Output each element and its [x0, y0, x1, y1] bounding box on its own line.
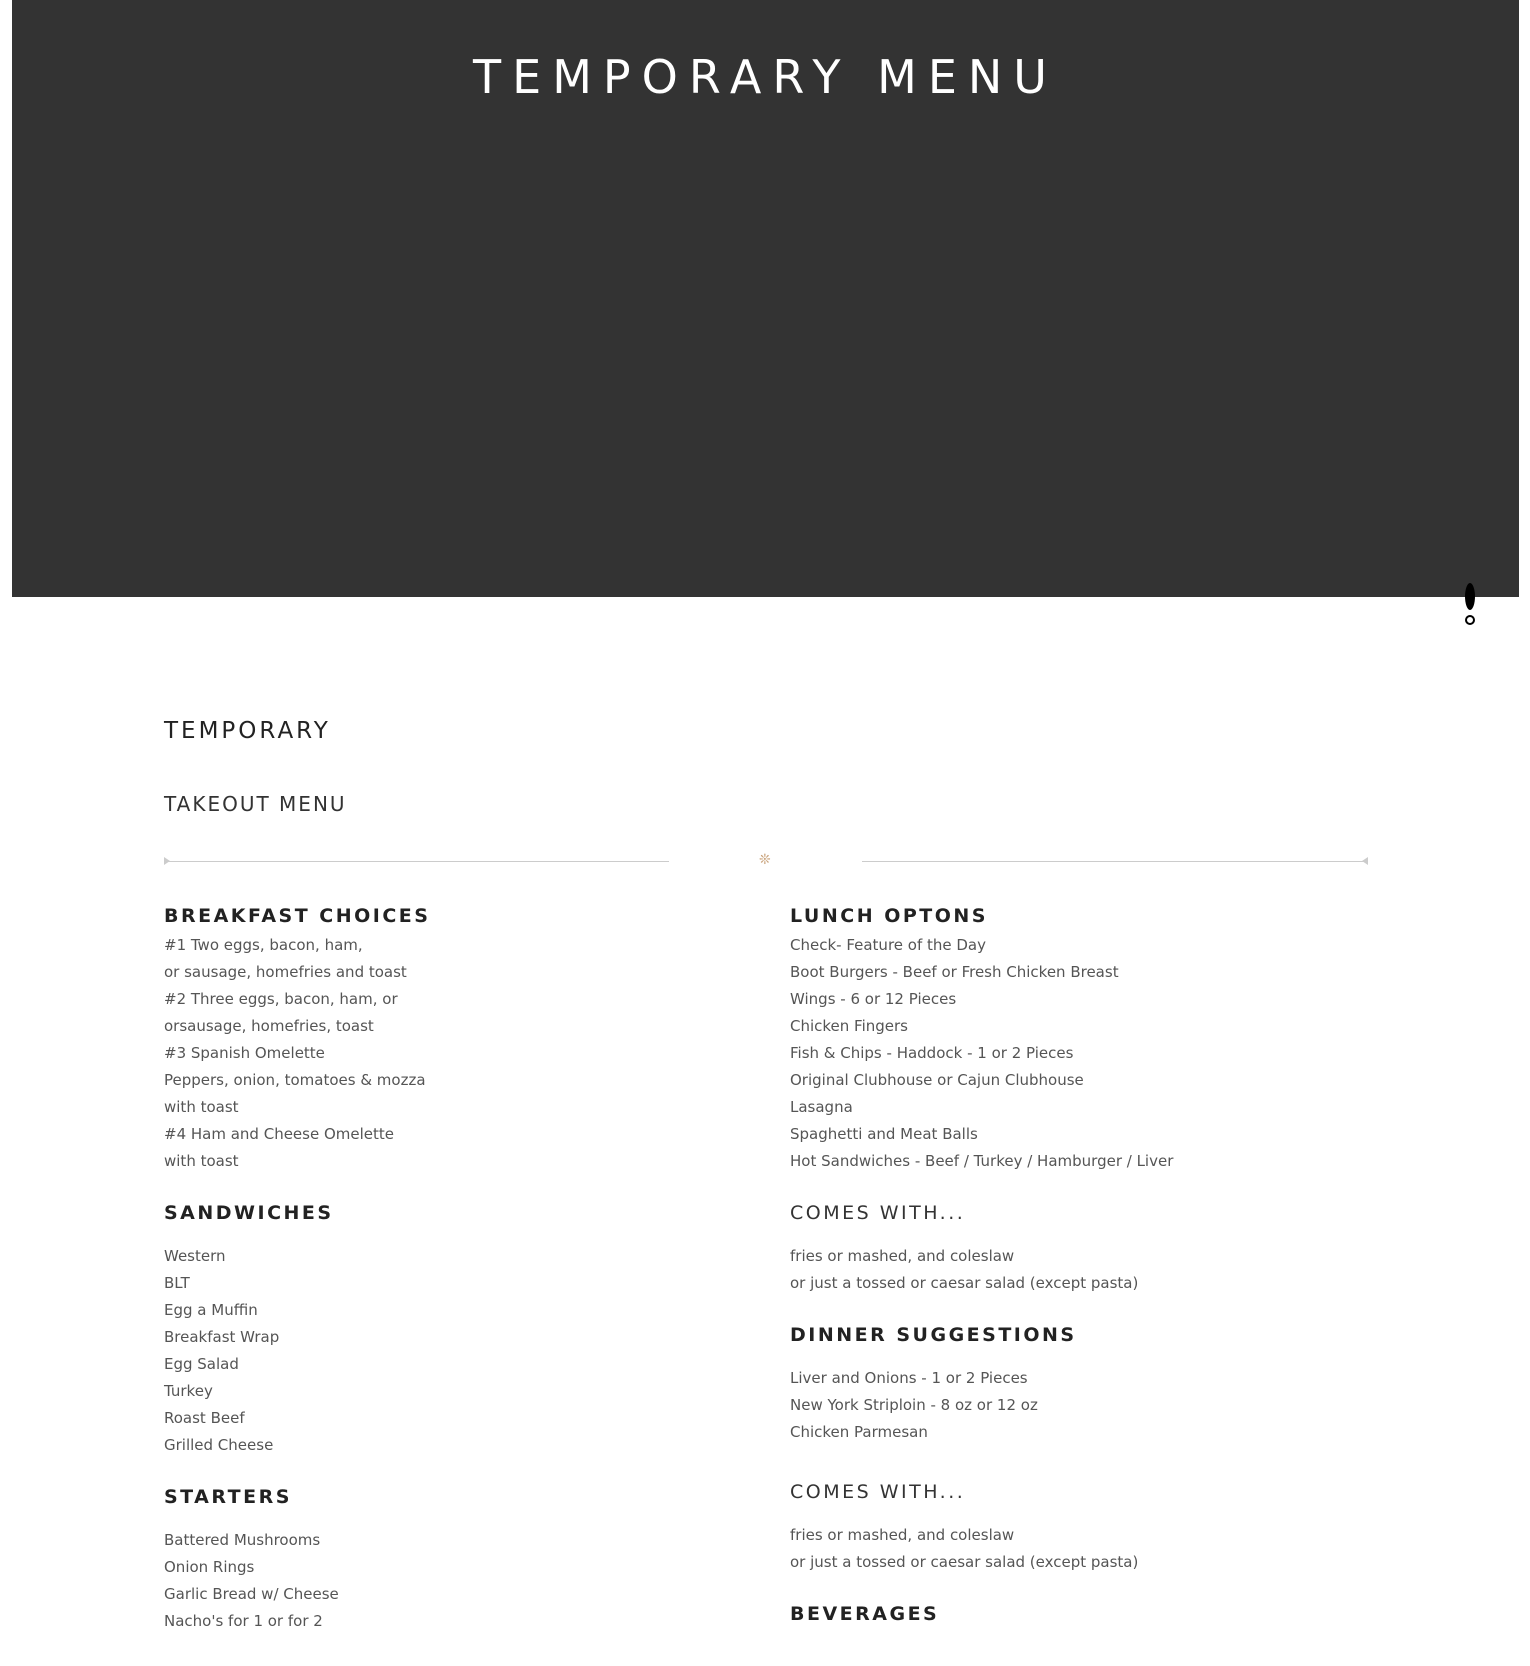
- divider-star-icon: ❊: [759, 852, 771, 868]
- menu-item: #4 Ham and Cheese Omelette: [164, 1125, 395, 1143]
- page-subtitle: TAKEOUT MENU: [164, 792, 347, 816]
- divider-left-line: [166, 861, 669, 862]
- breakfast-list: [164, 932, 724, 1175]
- menu-item: Roast Beef: [164, 1409, 245, 1427]
- dinner-list: [790, 1365, 1350, 1446]
- menu-item: Western: [164, 1247, 226, 1265]
- alert-icon-drop: [1465, 583, 1475, 610]
- menu-item: with toast: [164, 1152, 239, 1170]
- lunch-list: [790, 932, 1350, 1175]
- menu-item: Fish & Chips - Haddock - 1 or 2 Pieces: [790, 1044, 1074, 1062]
- menu-item: Chicken Fingers: [790, 1017, 908, 1035]
- menu-item: or just a tossed or caesar salad (except pasta): [790, 1553, 1139, 1571]
- menu-item: Lasagna: [790, 1098, 853, 1116]
- menu-item: fries or mashed, and coleslaw: [790, 1526, 1015, 1544]
- menu-item: Wings - 6 or 12 Pieces: [790, 990, 957, 1008]
- menu-item: Hot Sandwiches - Beef / Turkey / Hamburger / Liver: [790, 1152, 1174, 1170]
- menu-left-column: [164, 900, 724, 1635]
- menu-item: Liver and Onions - 1 or 2 Pieces: [790, 1369, 1028, 1387]
- sandwiches-list: [164, 1243, 724, 1459]
- menu-right-column: [790, 900, 1350, 1630]
- sandwiches-section: [164, 1197, 724, 1459]
- menu-item: #1 Two eggs, bacon, ham,: [164, 936, 363, 954]
- beverages-section: [790, 1598, 1350, 1630]
- menu-item: orsausage, homefries, toast: [164, 1017, 374, 1035]
- menu-item: New York Striploin - 8 oz or 12 oz: [790, 1396, 1038, 1414]
- divider-right-cap: [1362, 857, 1368, 865]
- menu-item: or just a tossed or caesar salad (except pasta): [790, 1274, 1139, 1292]
- dinner-comes-with-title: COMES WITH...: [790, 1481, 966, 1503]
- alert-icon[interactable]: [1464, 583, 1476, 627]
- menu-item: Garlic Bread w/ Cheese: [164, 1585, 339, 1603]
- menu-item: Spaghetti and Meat Balls: [790, 1125, 978, 1143]
- divider-right-line: [862, 861, 1365, 862]
- dinner-comes-with-list: [790, 1522, 1350, 1576]
- dinner-section: [790, 1319, 1350, 1446]
- beverages-title: BEVERAGES: [790, 1603, 940, 1625]
- hero-banner: [12, 0, 1519, 597]
- hero-title: TEMPORARY MENU: [473, 50, 1058, 104]
- menu-item: Nacho's for 1 or for 2: [164, 1612, 323, 1630]
- breakfast-title: BREAKFAST CHOICES: [164, 905, 431, 927]
- starters-list: [164, 1527, 724, 1635]
- menu-item: Turkey: [164, 1382, 213, 1400]
- menu-item: Peppers, onion, tomatoes & mozza: [164, 1071, 426, 1089]
- alert-icon-dot: [1465, 615, 1475, 625]
- lunch-comes-with-title: COMES WITH...: [790, 1202, 966, 1224]
- menu-item: Battered Mushrooms: [164, 1531, 321, 1549]
- menu-item: Check- Feature of the Day: [790, 936, 987, 954]
- dinner-comes-with-section: [790, 1476, 1350, 1576]
- menu-item: Breakfast Wrap: [164, 1328, 280, 1346]
- lunch-title: LUNCH OPTONS: [790, 905, 988, 927]
- menu-item: #3 Spanish Omelette: [164, 1044, 325, 1062]
- sandwiches-title: SANDWICHES: [164, 1202, 334, 1224]
- menu-item: Chicken Parmesan: [790, 1423, 928, 1441]
- starters-section: [164, 1481, 724, 1635]
- page-title: TEMPORARY: [164, 718, 331, 744]
- menu-item: #2 Three eggs, bacon, ham, or: [164, 990, 398, 1008]
- menu-item: with toast: [164, 1098, 239, 1116]
- menu-item: fries or mashed, and coleslaw: [790, 1247, 1015, 1265]
- lunch-comes-with-section: [790, 1197, 1350, 1297]
- menu-item: Original Clubhouse or Cajun Clubhouse: [790, 1071, 1084, 1089]
- menu-item: or sausage, homefries and toast: [164, 963, 407, 981]
- menu-item: BLT: [164, 1274, 190, 1292]
- menu-item: Egg Salad: [164, 1355, 239, 1373]
- menu-item: Onion Rings: [164, 1558, 255, 1576]
- breakfast-section: [164, 900, 724, 1175]
- lunch-comes-with-list: [790, 1243, 1350, 1297]
- menu-item: Egg a Muffin: [164, 1301, 258, 1319]
- starters-title: STARTERS: [164, 1486, 292, 1508]
- menu-item: Grilled Cheese: [164, 1436, 274, 1454]
- lunch-section: [790, 900, 1350, 1175]
- dinner-title: DINNER SUGGESTIONS: [790, 1324, 1077, 1346]
- menu-item: Boot Burgers - Beef or Fresh Chicken Breast: [790, 963, 1119, 981]
